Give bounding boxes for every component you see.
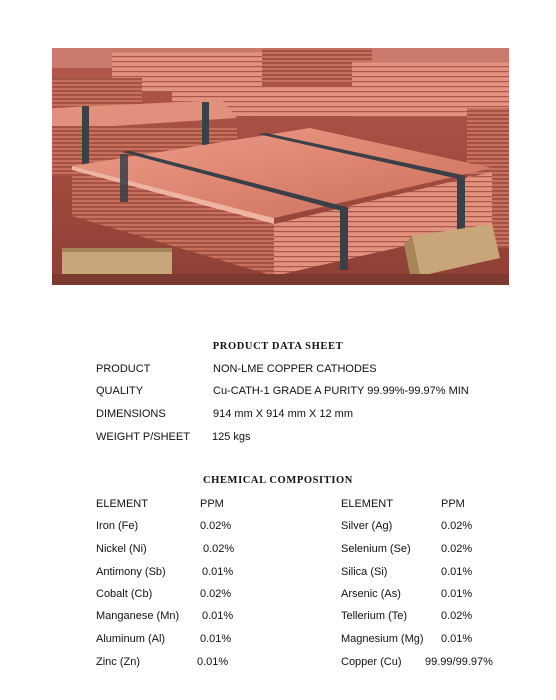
element-ppm: 0.01% xyxy=(441,566,473,578)
chem-row xyxy=(0,588,556,604)
element-name: Tellerium (Te) xyxy=(341,610,408,622)
ppm-header: PPM xyxy=(441,498,465,510)
chem-row xyxy=(0,520,556,536)
element-name: Copper (Cu) xyxy=(341,656,402,668)
element-ppm: 0.01% xyxy=(202,610,234,622)
spec-label: WEIGHT P/SHEET xyxy=(96,431,190,443)
spec-value: NON-LME COPPER CATHODES xyxy=(213,363,377,375)
element-name: Silver (Ag) xyxy=(341,520,393,532)
element-ppm: 0.01% xyxy=(441,588,473,600)
element-ppm: 99.99/99.97% xyxy=(425,656,493,668)
element-ppm: 0.02% xyxy=(441,520,473,532)
element-ppm: 0.02% xyxy=(441,610,473,622)
spec-row-product xyxy=(0,363,556,379)
element-name: Magnesium (Mg) xyxy=(341,633,424,645)
chem-row xyxy=(0,566,556,582)
chem-row xyxy=(0,610,556,626)
spec-row-quality xyxy=(0,385,556,401)
chemical-composition-title: CHEMICAL COMPOSITION xyxy=(203,475,353,486)
ppm-header: PPM xyxy=(200,498,224,510)
element-ppm: 0.02% xyxy=(203,543,235,555)
element-ppm: 0.01% xyxy=(197,656,229,668)
element-ppm: 0.02% xyxy=(200,520,232,532)
element-ppm: 0.01% xyxy=(200,633,232,645)
spec-label: PRODUCT xyxy=(96,363,151,375)
spec-value: 914 mm X 914 mm X 12 mm xyxy=(213,408,353,420)
spec-value: 125 kgs xyxy=(212,431,251,443)
chem-row xyxy=(0,543,556,559)
element-name: Arsenic (As) xyxy=(341,588,401,600)
element-name: Selenium (Se) xyxy=(341,543,411,555)
element-ppm: 0.01% xyxy=(441,633,473,645)
spec-value: Cu-CATH-1 GRADE A PURITY 99.99%-99.97% MIN xyxy=(213,385,469,397)
spec-row-dimensions xyxy=(0,408,556,424)
chem-row xyxy=(0,633,556,649)
spec-row-weight xyxy=(0,431,556,447)
element-ppm: 0.02% xyxy=(441,543,473,555)
spec-label: DIMENSIONS xyxy=(96,408,166,420)
element-header: ELEMENT xyxy=(341,498,393,510)
element-name: Aluminum (Al) xyxy=(96,633,166,645)
chem-header-row xyxy=(0,498,556,514)
copper-cathode-photo xyxy=(52,48,509,285)
element-name: Iron (Fe) xyxy=(96,520,139,532)
element-ppm: 0.02% xyxy=(200,588,232,600)
element-name: Zinc (Zn) xyxy=(96,656,140,668)
element-name: Cobalt (Cb) xyxy=(96,588,153,600)
element-header: ELEMENT xyxy=(96,498,148,510)
element-ppm: 0.01% xyxy=(202,566,234,578)
element-name: Antimony (Sb) xyxy=(96,566,166,578)
spec-label: QUALITY xyxy=(96,385,144,397)
element-name: Manganese (Mn) xyxy=(96,610,180,622)
element-name: Nickel (Ni) xyxy=(96,543,147,555)
chem-row xyxy=(0,656,556,672)
element-name: Silica (Si) xyxy=(341,566,388,578)
product-data-sheet-title: PRODUCT DATA SHEET xyxy=(212,341,344,352)
